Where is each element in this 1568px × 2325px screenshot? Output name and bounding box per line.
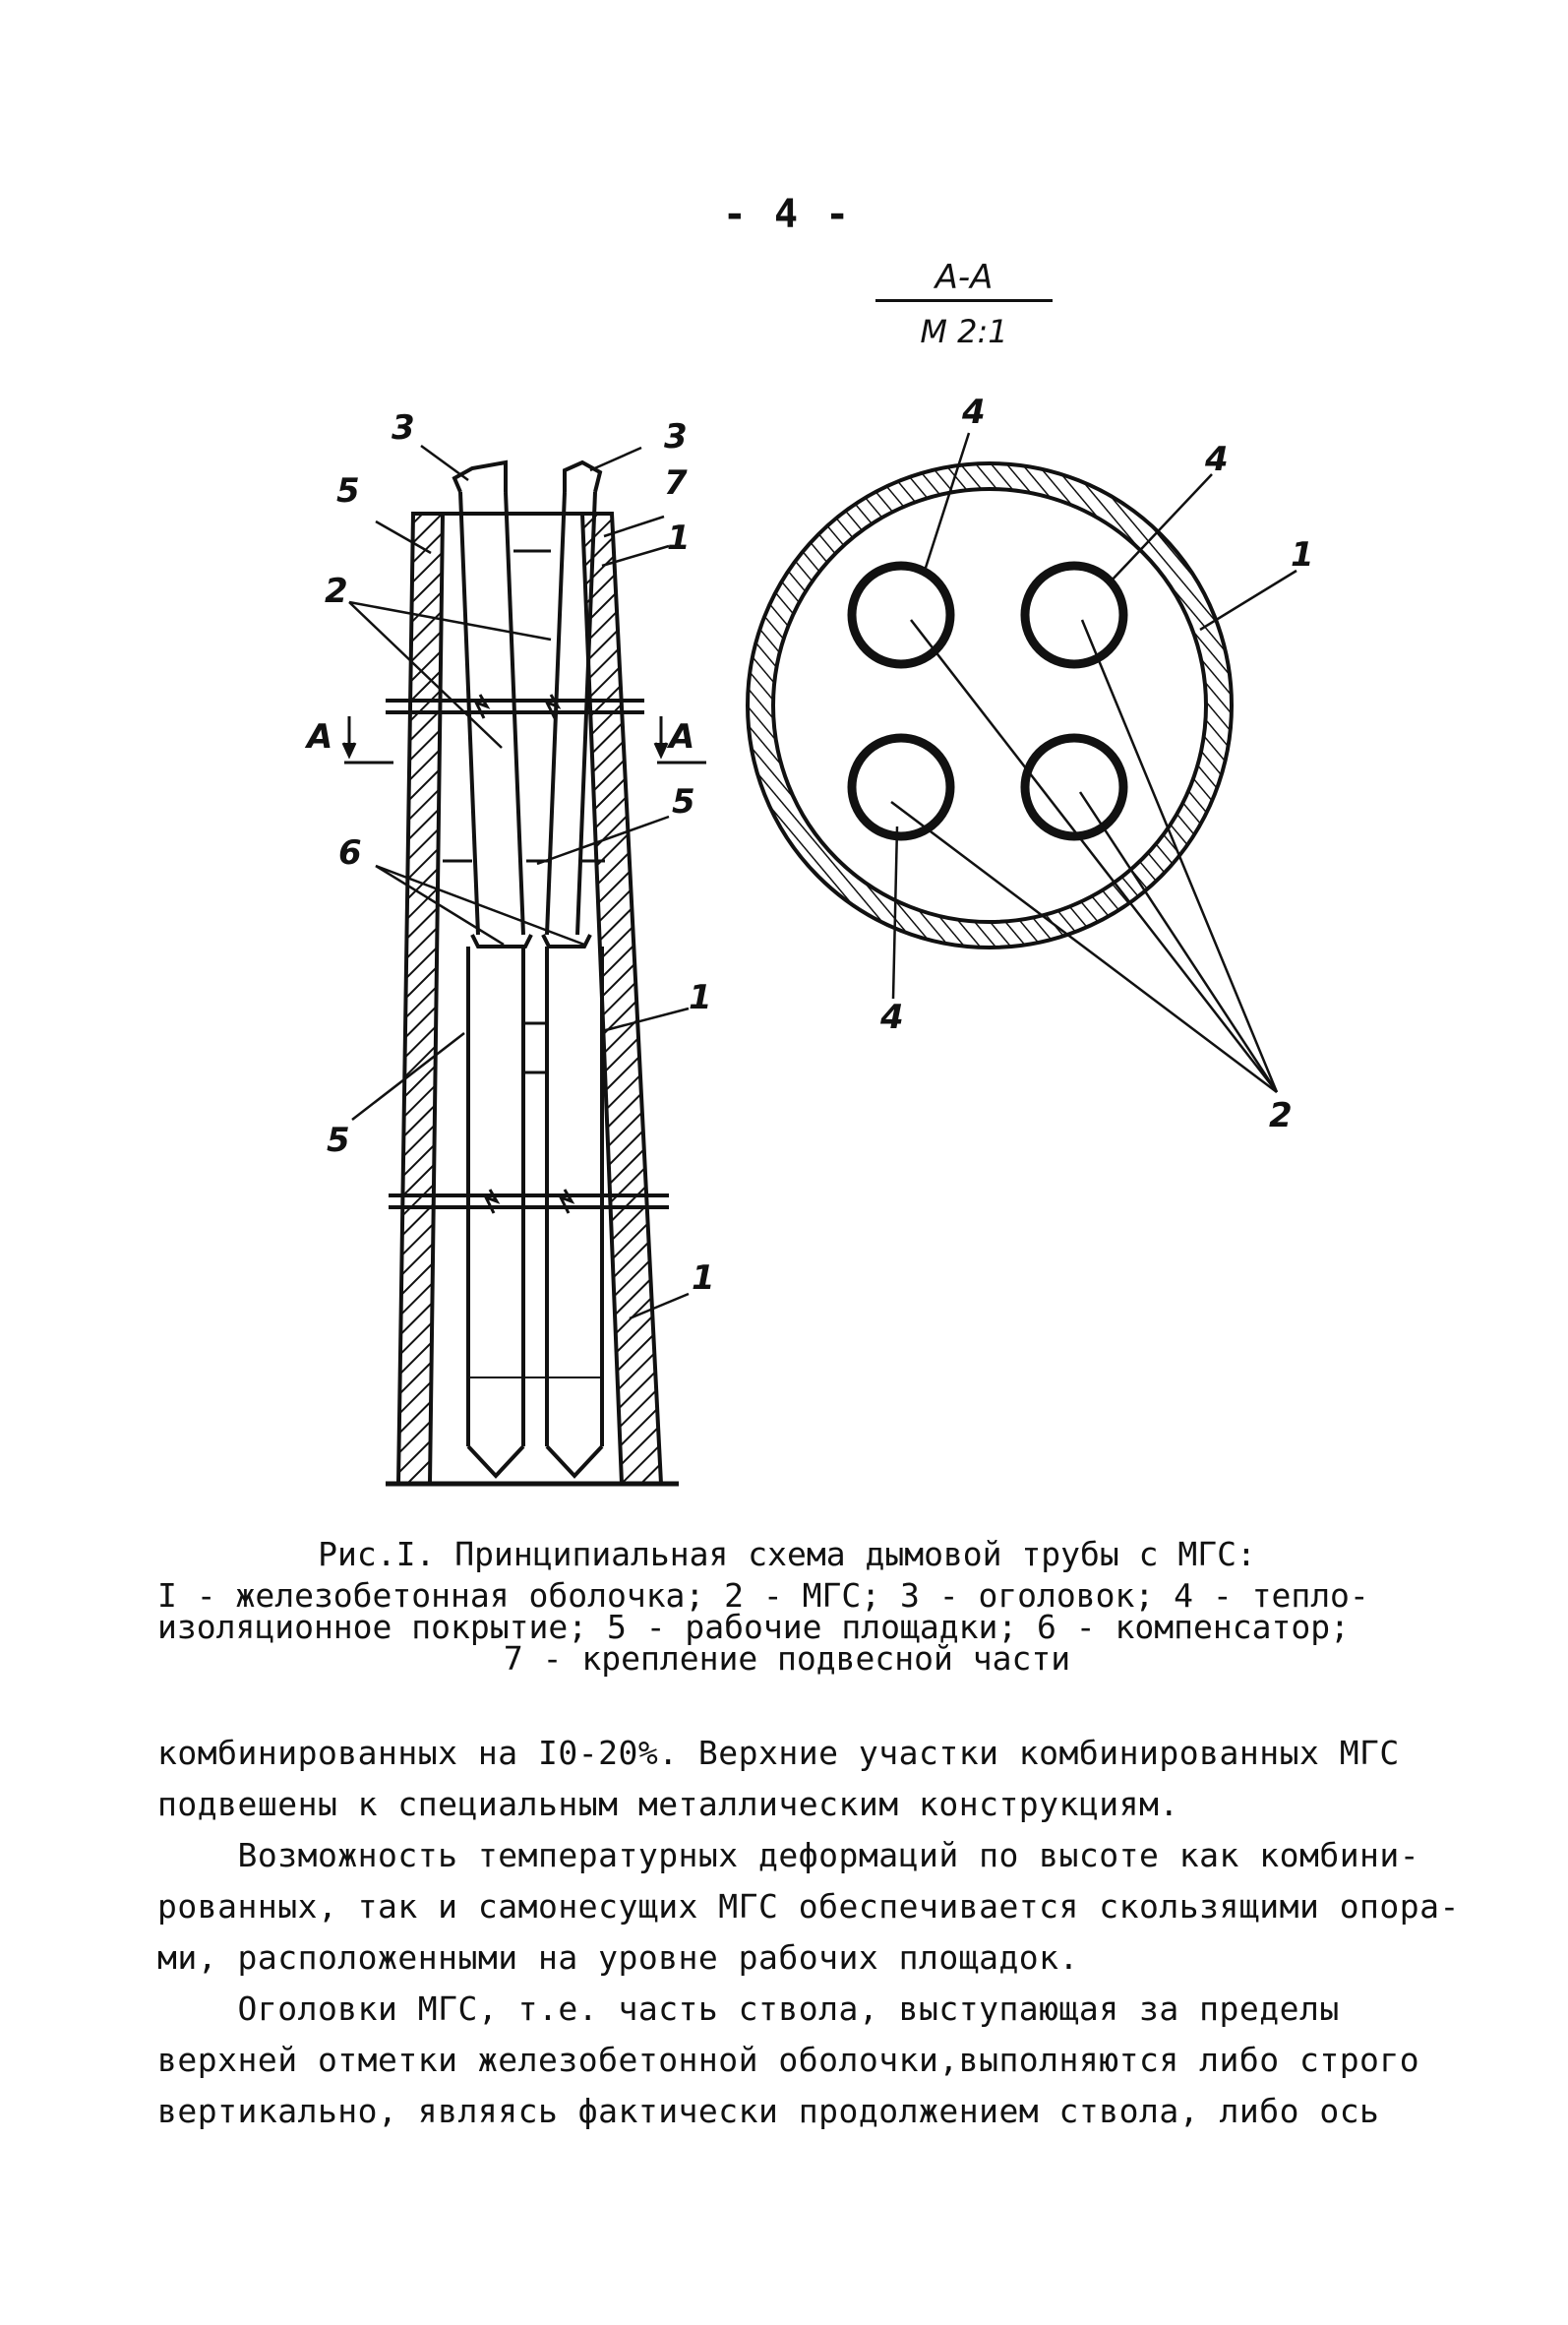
section-title: А-А [875, 258, 1053, 302]
flue-circle-1 [852, 566, 950, 664]
figure-caption-line3: изоляционное покрытие; 5 - рабочие площадки; 6 - компенсатор; [157, 1608, 1350, 1646]
body-line: верхней отметки железобетонной оболочки,выполняются либо строго [157, 2041, 1420, 2079]
flues-lower [468, 947, 602, 1476]
section-arrows [343, 716, 706, 763]
label-1-low: 1 [692, 1258, 715, 1298]
label-1-mid: 1 [689, 978, 712, 1017]
label-5-mid: 5 [672, 782, 695, 822]
label-2-section: 2 [1269, 1096, 1293, 1135]
shell-ring [760, 476, 1219, 935]
label-3-right: 3 [664, 417, 688, 457]
figure-caption-title: Рис.I. Принципиальная схема дымовой трубы с МГС: [318, 1535, 1256, 1573]
label-6: 6 [338, 833, 362, 873]
chimney-elevation [343, 446, 706, 1484]
body-line: Оголовки МГС, т.е. часть ствола, выступающая за пределы [157, 1989, 1340, 2028]
label-7: 7 [664, 463, 688, 503]
section-view [748, 433, 1297, 1092]
body-line: подвешены к специальным металлическим конструкциям. [157, 1785, 1179, 1823]
shell-wall-right [582, 514, 661, 1484]
page-number: - 4 - [722, 192, 852, 237]
figure-caption-line2: I - железобетонная оболочка; 2 - МГС; 3 - оголовок; 4 - тепло- [157, 1576, 1369, 1615]
label-4-top-right: 4 [1205, 440, 1229, 479]
label-5-top: 5 [336, 471, 360, 511]
label-4-top-left: 4 [962, 393, 986, 432]
body-line: ми, расположенными на уровне рабочих площадок. [157, 1938, 1079, 1977]
label-5-low: 5 [327, 1121, 350, 1160]
label-section-left: A [307, 717, 333, 757]
body-line: рованных, так и самонесущих МГС обеспечивается скользящими опора- [157, 1887, 1460, 1926]
section-scale: М 2:1 [920, 313, 1008, 350]
shell-wall-left [398, 514, 443, 1484]
section-leaders [891, 433, 1297, 1092]
label-section-right: A [669, 717, 695, 757]
body-line: вертикально, являясь фактически продолжением ствола, либо ось [157, 2092, 1380, 2130]
flue-circle-3 [852, 738, 950, 836]
body-line: комбинированных на I0-20%. Верхние участки комбинированных МГС [157, 1734, 1400, 1772]
label-3-left: 3 [392, 408, 415, 448]
label-1-top: 1 [667, 519, 691, 558]
figure-caption-line4: 7 - крепление подвесной части [503, 1639, 1071, 1678]
flue-circle-2 [1025, 566, 1123, 664]
body-line: Возможность температурных деформаций по высоте как комбини- [157, 1836, 1420, 1874]
label-2: 2 [325, 572, 348, 611]
label-1-section: 1 [1291, 535, 1314, 575]
label-4-bottom: 4 [880, 998, 904, 1037]
